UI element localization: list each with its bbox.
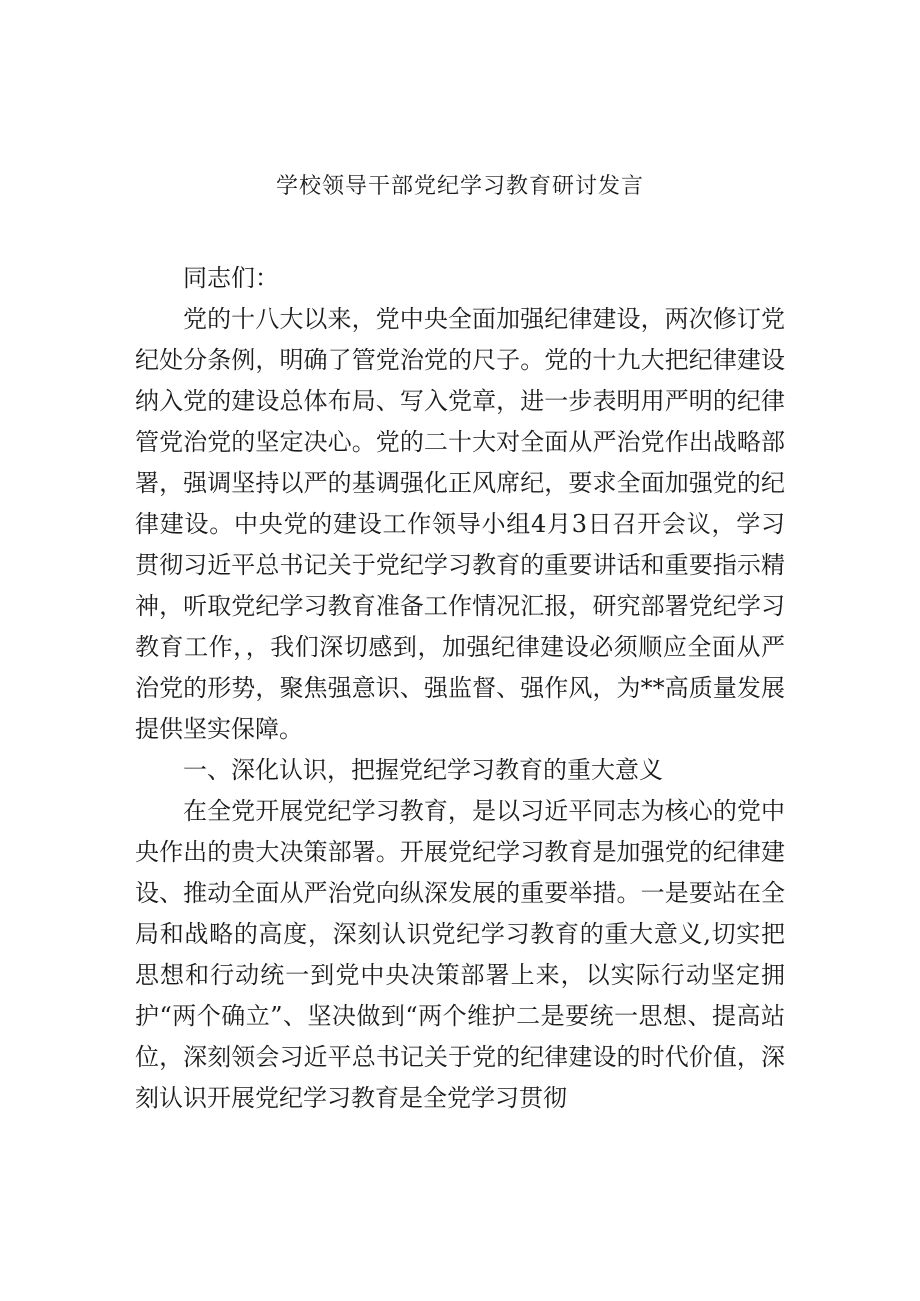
salutation-paragraph: 同志们： (183, 264, 279, 292)
intro-paragraph: 党的十八大以来，党中央全面加强纪律建设，两次修订党纪处分条例，明确了管党治党的尺子。党的十九大把纪律建设纳入党的建设总体布局、写入党章，进一步表明用严明的纪律管党治党的坚定决心。党的二十大对全面从严治党作出战略部署，强调坚持以严的基调强化正风席纪，要求全面加强党的纪律建设。中央党的建设工作领导小组4月3日召开会议，学习贯彻习近平总书记关于党纪学习教育的重要讲话和重要指示精神，听取党纪学习教育准备工作情况汇报，研究部署党纪学习教育工作，，我们深切感到，加强纪律建设必须顺应全面从严治党的形势，聚焦强意识、强监督、强作风，为**高质量发展提供坚实保障。 (135, 305, 785, 743)
section-heading-1: 一、深化认识，把握党纪学习教育的重大意义 (183, 756, 663, 784)
document-title: 学校领导干部党纪学习教育研讨发言 (275, 174, 644, 199)
section-1-paragraph: 在全党开展党纪学习教育，是以习近平同志为核心的党中央作出的贵大决策部署。开展党纪学习教育是加强党的纪律建设、推动全面从严治党向纵深发展的重要举措。一是要站在全局和战略的高度，深刻认识党纪学习教育的重大意义,切实把思想和行动统一到党中央决策部署上来，以实际行动坚定拥护“两个确立”、坚决做到“两个维护二是要统一思想、提高站位，深刻领会习近平总书记关于党的纪律建设的时代价值，深刻认识开展党纪学习教育是全党学习贯彻 (135, 797, 785, 1112)
document-body (135, 258, 785, 1119)
